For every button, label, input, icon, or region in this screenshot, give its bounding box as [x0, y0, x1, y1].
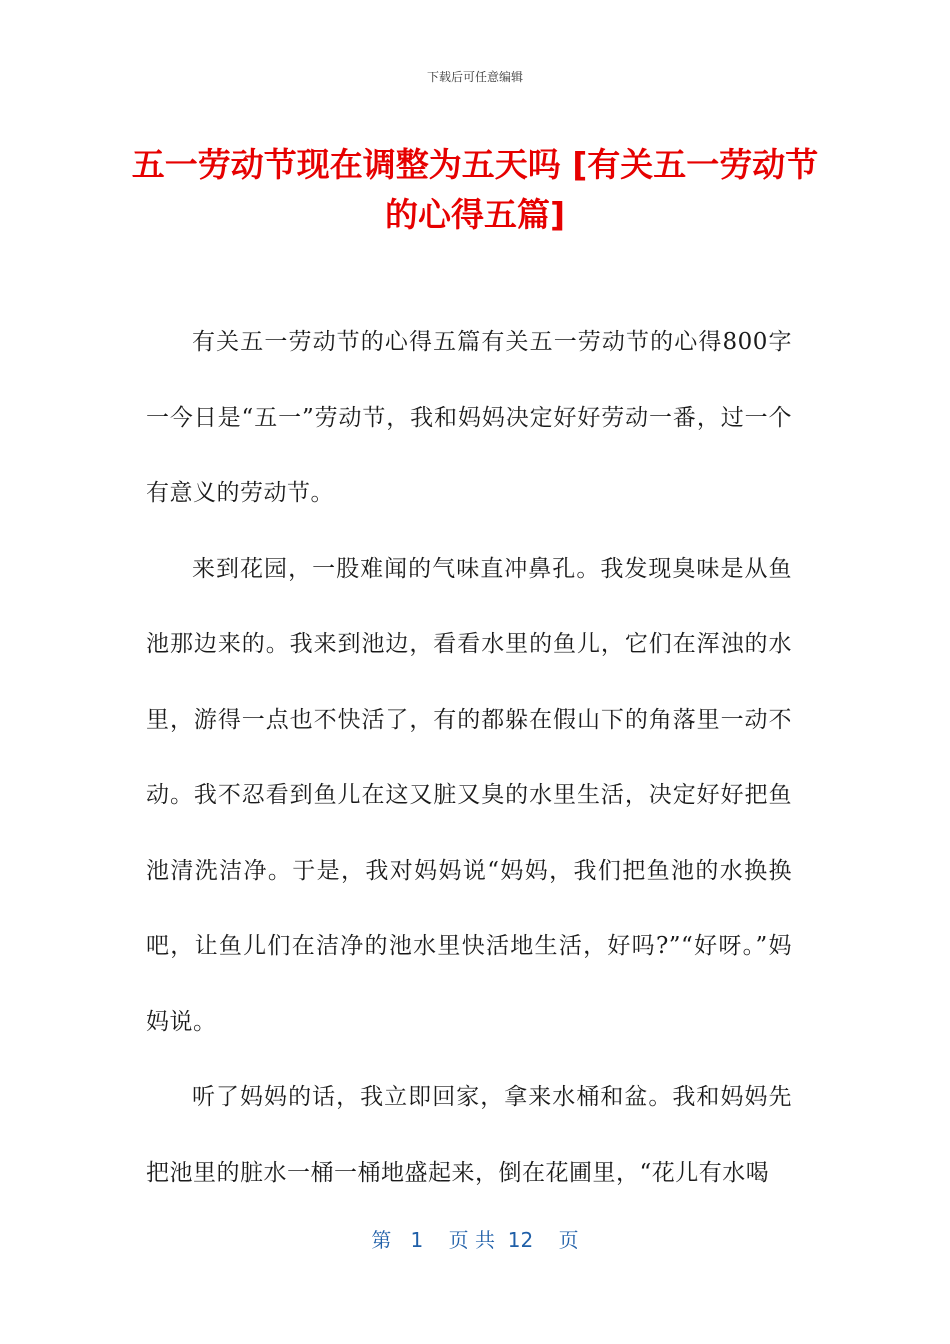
- document-body: [146, 305, 792, 1211]
- paragraph: 来到花园，一股难闻的气味直冲鼻孔。我发现臭味是从鱼池那边来的。我来到池边，看看水里的鱼儿，它们在浑浊的水里，游得一点也不快活了，有的都躲在假山下的角落里一动不动。我不忍看到鱼儿在这又脏又臭的水里生活，决定好好把鱼池清洗洁净。于是，我对妈妈说“妈妈，我们把鱼池的水换换吧，让鱼儿们在洁净的池水里快活地生活，好吗?”“好呀。”妈妈说。: [146, 555, 792, 1035]
- paragraph: 听了妈妈的话，我立即回家，拿来水桶和盆。我和妈妈先把池里的脏水一桶一桶地盛起来，倒在花圃里，“花儿有水喝: [146, 1084, 792, 1186]
- paragraph: 有关五一劳动节的心得五篇有关五一劳动节的心得800字一今日是“五一”劳动节，我和妈妈决定好好劳动一番，过一个有意义的劳动节。: [146, 329, 792, 506]
- page-label-mid: 页 共: [448, 1228, 495, 1252]
- page-label-suffix: 页: [558, 1228, 579, 1252]
- page-footer: [0, 1224, 950, 1253]
- header-note: 下载后可任意编辑: [426, 70, 523, 84]
- document-title: 五一劳动节现在调整为五天吗 [有关五一劳动节的心得五篇]: [131, 145, 819, 234]
- total-pages-number: 12: [507, 1228, 534, 1252]
- page-label-prefix: 第: [371, 1228, 392, 1252]
- current-page-number: 1: [410, 1228, 424, 1252]
